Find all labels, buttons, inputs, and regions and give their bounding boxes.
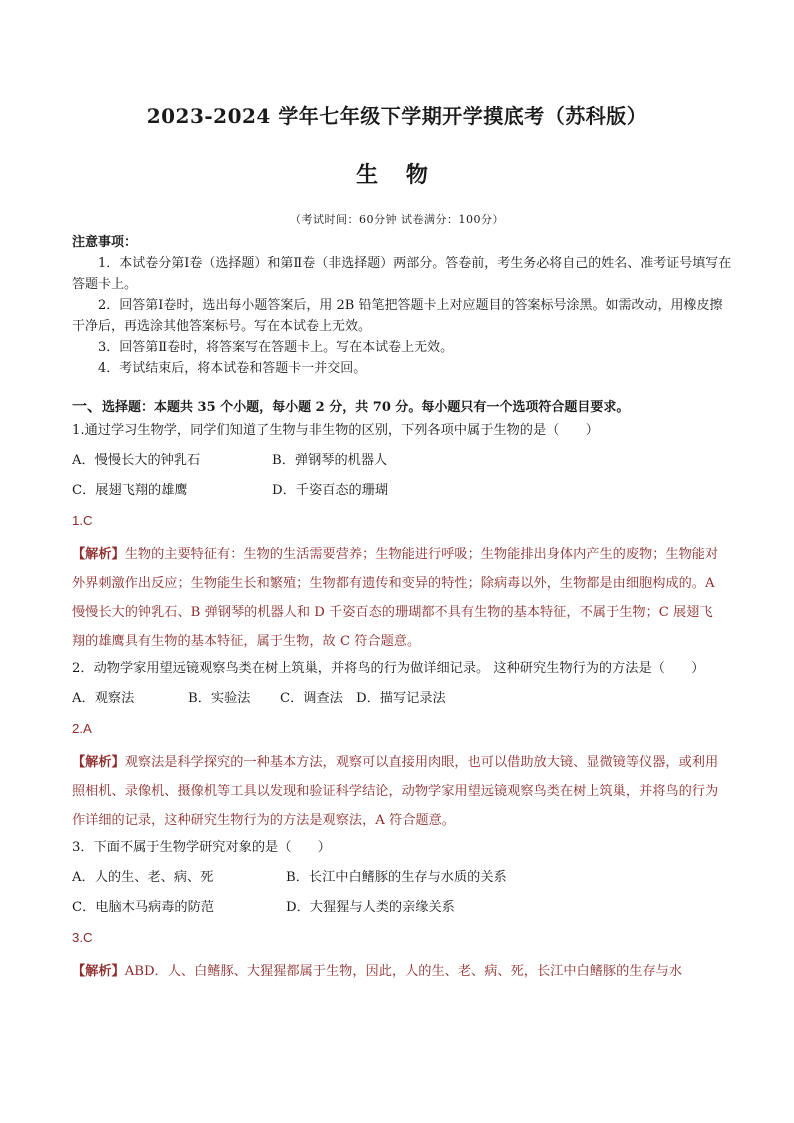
analysis-text [72,957,722,986]
exam-title: 2023-2024 学年七年级下学期开学摸底考（苏科版） [146,104,648,128]
option-b: B．实验法 [188,691,251,706]
answer-key: 3.C [72,930,93,945]
analysis-tag: 【解析】 [72,964,125,979]
option-row [72,480,722,510]
option-row [72,867,722,897]
option-c: C．展翅飞翔的雄鹰 [72,483,188,498]
option-row [72,688,722,718]
analysis-body: 生物的主要特征有：生物的生活需要营养；生物能进行呼吸；生物能排出身体内产生的废物；生物能对外界刺激作出反应；生物能生长和繁殖；生物都有遗传和变异的特性；除病毒以外，生物都是由细胞构成的。A 慢慢长大的钟乳石、B 弹钢琴的机器人和 D 千姿百态的珊瑚都不具有生物的基本特征，不属于生物；C 展翅飞翔的雄鹰具有生物的基本特征，属于生物，故 C 符合题意。 [72,547,719,649]
option-row [72,897,722,927]
option-a: A．观察法 [72,691,135,706]
notice-item: 1．本试卷分第Ⅰ卷（选择题）和第Ⅱ卷（非选择题）两部分。答卷前，考生务必将自己的姓名、准考证号填写在答题卡上。 [72,256,732,292]
analysis-text [72,540,722,656]
option-c: C．电脑木马病毒的防范 [72,900,214,915]
option-b: B．长江中白鳍豚的生存与水质的关系 [286,870,507,885]
exam-info: （考试时间：60分钟 试卷满分：100分） [290,213,504,226]
option-a: A．人的生、老、病、死 [72,870,214,885]
analysis-body: ABD．人、白鳍豚、大猩猩都属于生物，因此，人的生、老、病、死，长江中白鳍豚的生存与水 [124,964,683,979]
option-d: D．描写记录法 [356,691,446,706]
option-a: A．慢慢长大的钟乳石 [72,453,201,468]
option-c: C．调查法 [280,691,343,706]
question-stem: 1.通过学习生物学，同学们知道了生物与非生物的区别，下列各项中属于生物的是（ ） [72,423,599,438]
analysis-tag: 【解析】 [72,755,125,770]
subject-title: 生 物 [356,162,438,188]
question-list [72,420,722,988]
section-heading [72,395,752,416]
notice-heading: 注意事项： [72,235,138,250]
section-number: 一、 [72,397,103,415]
section-instructions: 选择题：本题共 35 个小题，每小题 2 分，共 70 分。每小题只有一个选项符合题目要求。 [102,400,630,415]
question-stem: 3．下面不属于生物学研究对象的是（ ） [72,840,331,855]
analysis-body: 观察法是科学探究的一种基本方法，观察可以直接用肉眼，也可以借助放大镜、显微镜等仪器，或利用照相机、录像机、摄像机等工具以发现和验证科学结论，动物学家用望远镜观察鸟类在树上筑巢，并将鸟的行为作详细的记录，这种研究生物行为的方法是观察法，A 符合题意。 [72,755,719,828]
analysis-tag: 【解析】 [72,547,125,562]
notice-item: 4．考试结束后，将本试卷和答题卡一并交回。 [98,361,367,376]
option-d: D．大猩猩与人类的亲缘关系 [286,900,455,915]
answer-key: 2.A [72,721,92,736]
question-stem: 2．动物学家用望远镜观察鸟类在树上筑巢，并将鸟的行为做详细记录。 这种研究生物行为的方法是（ ） [72,661,705,676]
option-row [72,450,722,480]
option-d: D．千姿百态的珊瑚 [272,483,389,498]
notice-item: 3．回答第Ⅱ卷时，将答案写在答题卡上。写在本试卷上无效。 [98,340,454,355]
analysis-text [72,748,722,835]
notice-block [72,232,732,379]
option-b: B．弹钢琴的机器人 [272,453,388,468]
answer-key: 1.C [72,513,93,528]
notice-item: 2．回答第Ⅰ卷时，选出每小题答案后，用 2B 铅笔把答题卡上对应题目的答案标号涂黑。如需改动，用橡皮擦干净后，再选涂其他答案标号。写在本试卷上无效。 [72,298,723,334]
